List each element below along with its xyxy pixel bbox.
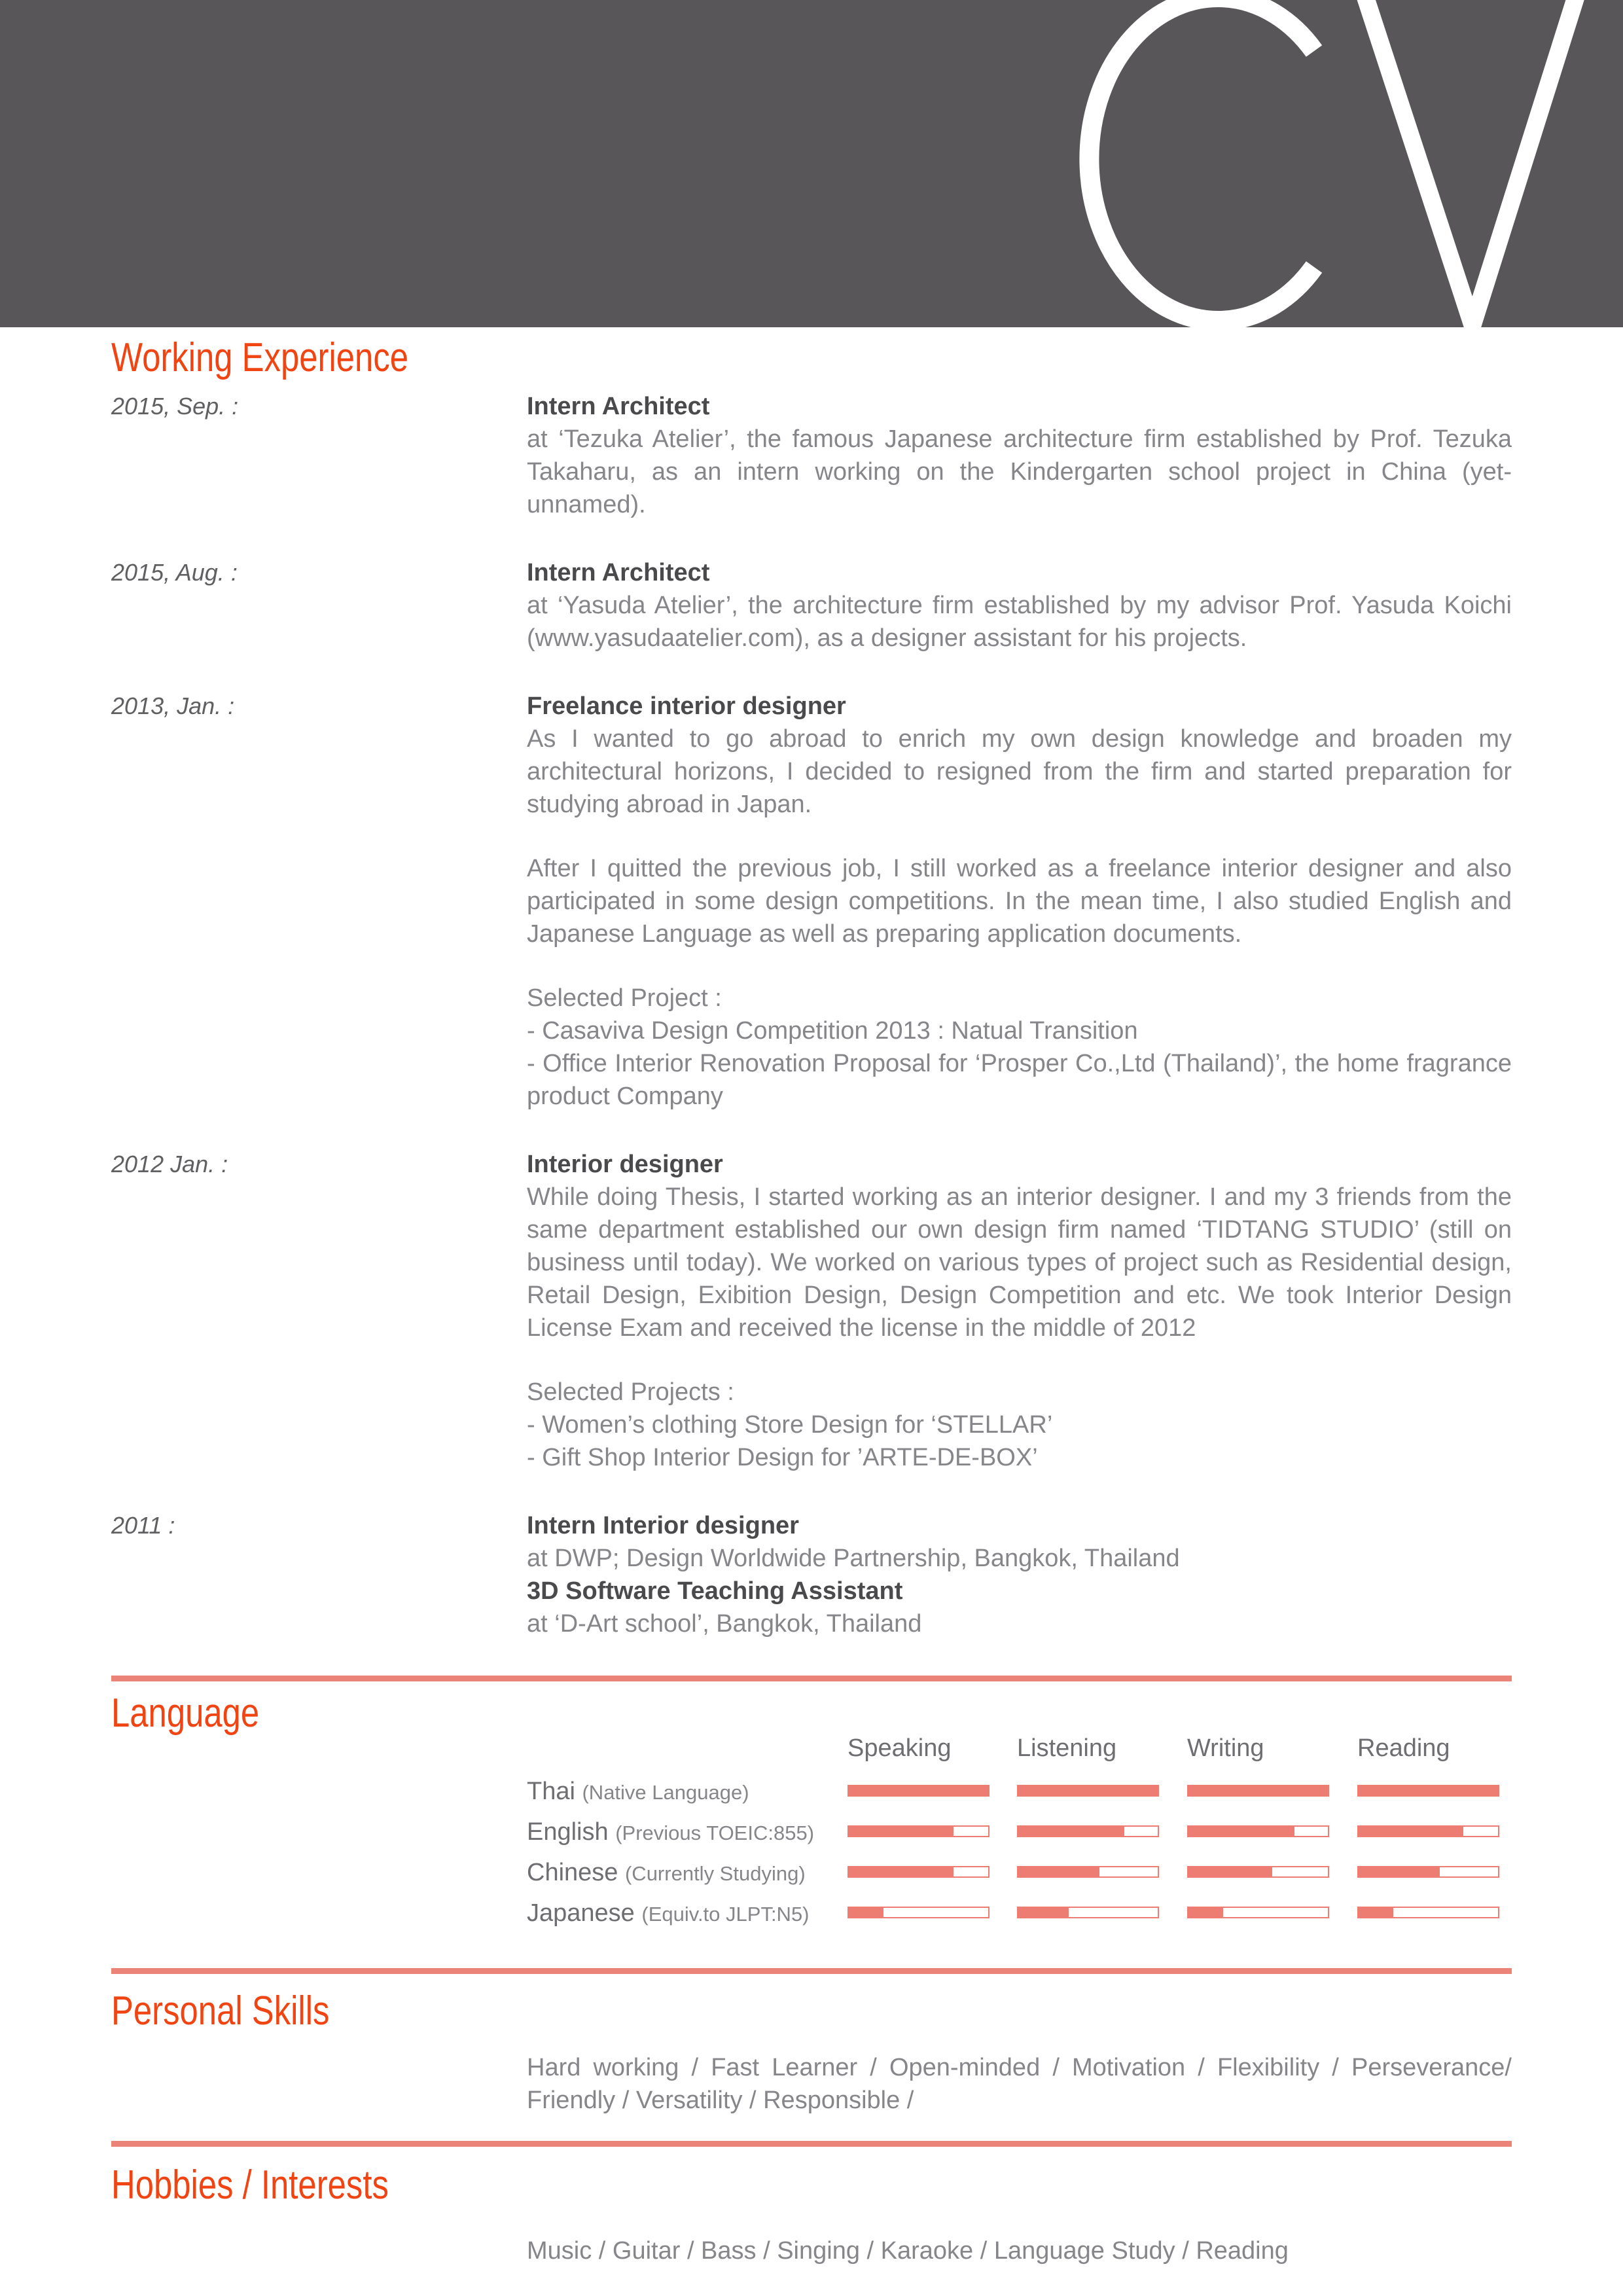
entry-date: 2013, Jan. :	[111, 692, 235, 719]
entry-paragraph	[527, 1148, 1512, 1344]
job-description: - Gift Shop Interior Design for ’ARTE-DE-BOX’	[527, 1444, 1038, 1471]
lang-name: Chinese	[527, 1859, 625, 1886]
lang-label	[527, 1777, 749, 1807]
section-title-hobbies: Hobbies / Interests	[111, 2162, 389, 2208]
skill-bar-fill	[1018, 1786, 1158, 1795]
lang-column-header: Reading	[1357, 1734, 1450, 1762]
job-title: Intern Architect	[527, 393, 710, 420]
section-divider	[111, 1968, 1512, 1974]
lang-name: Japanese	[527, 1899, 642, 1927]
lang-note: (Previous TOEIC:855)	[615, 1821, 815, 1844]
job-title: Interior designer	[527, 1151, 723, 1178]
header-band	[0, 0, 1623, 327]
job-description: - Office Interior Renovation Proposal for ‘Prosper Co.,Ltd (Thailand)’, the home fragrance product Company	[527, 1050, 1512, 1110]
job-description: at ‘D-Art school’, Bangkok, Thailand	[527, 1610, 922, 1638]
lang-note: (Equiv.to JLPT:N5)	[641, 1903, 810, 1926]
job-description: While doing Thesis, I started working as an interior designer. I and my 3 friends from the same department established our own design firm named ‘TIDTANG STUDIO’ (still on business until today). We worked on various types of project such as Residential design, Retail Design, Exibition Design, Design Competition and etc. We took Interior Design License Exam and received the license in the middle of 2012	[527, 1183, 1512, 1342]
job-description: - Casaviva Design Competition 2013 : Natual Transition	[527, 1017, 1138, 1045]
lang-name: Thai	[527, 1778, 582, 1805]
skill-bar	[847, 1825, 990, 1837]
lang-label	[527, 1818, 814, 1848]
lang-note: (Native Language)	[582, 1781, 749, 1804]
job-description: at DWP; Design Worldwide Partnership, Bangkok, Thailand	[527, 1545, 1180, 1572]
job-title: Intern Interior designer	[527, 1512, 799, 1539]
entry-date: 2015, Sep. :	[111, 393, 239, 420]
skill-bar-fill	[1359, 1908, 1393, 1917]
skill-bar	[1017, 1866, 1159, 1878]
skills-text: Hard working / Fast Learner / Open-minded / Motivation / Flexibility / Perseverance/ Friendly / Versatility / Responsible /	[527, 2054, 1512, 2114]
entry-content	[527, 690, 1512, 1113]
lang-label	[527, 1899, 810, 1929]
section-title-personal-skills: Personal Skills	[111, 1988, 330, 2034]
skill-bar	[1187, 1825, 1329, 1837]
lang-column-header: Writing	[1187, 1734, 1264, 1762]
skill-bar	[1017, 1907, 1159, 1918]
lang-name: English	[527, 1818, 616, 1846]
skill-bar	[1187, 1866, 1329, 1878]
skill-bar	[1017, 1825, 1159, 1837]
skill-bar	[1357, 1785, 1499, 1797]
skill-bar-fill	[1018, 1908, 1069, 1917]
skill-bar	[847, 1785, 990, 1797]
skill-bar	[1357, 1825, 1499, 1837]
job-description: at ‘Yasuda Atelier’, the architecture firm established by my advisor Prof. Yasuda Koichi (www.yasudaatelier.com), as a designer assistant for his projects.	[527, 592, 1512, 652]
cv-logo-letter-v	[1360, 0, 1581, 325]
skill-bar-fill	[849, 1786, 988, 1795]
job-description: at ‘Tezuka Atelier’, the famous Japanese architecture firm established by Prof. Tezuka Takaharu, as an intern working on the Kindergarten school project in China (yet-unnamed).	[527, 425, 1512, 518]
entry-paragraph	[527, 982, 1512, 1113]
cv-logo-letter-c	[1089, 0, 1314, 321]
job-description: Selected Project :	[527, 984, 722, 1012]
entry-content	[527, 390, 1512, 521]
entry-date: 2012 Jan. :	[111, 1151, 228, 1177]
skill-bar	[1017, 1785, 1159, 1797]
cv-body	[0, 335, 1623, 2267]
skill-bar-fill	[1018, 1827, 1124, 1836]
skill-bar-fill	[1018, 1867, 1099, 1876]
skill-bar	[1357, 1907, 1499, 1918]
skill-bar-fill	[849, 1908, 883, 1917]
lang-label	[527, 1858, 806, 1888]
skill-bar-fill	[1359, 1786, 1498, 1795]
skill-bar-fill	[1188, 1827, 1294, 1836]
entry-content	[527, 556, 1512, 655]
skill-bar-fill	[849, 1827, 954, 1836]
entry-paragraph	[527, 390, 1512, 521]
work-entry	[111, 690, 1512, 1113]
skill-bar	[1187, 1785, 1329, 1797]
job-title: 3D Software Teaching Assistant	[527, 1577, 903, 1605]
hobbies-text: Music / Guitar / Bass / Singing / Karaoke / Language Study / Reading	[527, 2237, 1289, 2265]
lang-column-header: Speaking	[847, 1734, 952, 1762]
work-entry	[111, 1509, 1512, 1640]
entry-paragraph	[527, 1509, 1512, 1640]
section-title-language: Language	[111, 1691, 260, 1736]
job-description: Selected Projects :	[527, 1378, 734, 1406]
lang-column-header: Listening	[1017, 1734, 1117, 1762]
entry-content	[527, 1148, 1512, 1474]
skill-bar-fill	[849, 1867, 954, 1876]
job-description: - Women’s clothing Store Design for ‘STELLAR’	[527, 1411, 1053, 1439]
lang-note: (Currently Studying)	[624, 1862, 806, 1885]
we-entries	[111, 390, 1512, 1640]
entry-paragraph	[527, 852, 1512, 950]
skill-bar	[1357, 1866, 1499, 1878]
entry-date: 2015, Aug. :	[111, 559, 238, 586]
entry-paragraph	[527, 1376, 1512, 1474]
entry-paragraph	[527, 690, 1512, 821]
job-title: Intern Architect	[527, 559, 710, 586]
section-divider	[111, 2141, 1512, 2147]
section-divider	[111, 1676, 1512, 1681]
entry-paragraph	[527, 556, 1512, 655]
skill-bar-fill	[1188, 1786, 1328, 1795]
work-entry	[111, 556, 1512, 655]
work-entry	[111, 1148, 1512, 1474]
job-description: As I wanted to go abroad to enrich my own design knowledge and broaden my architectural horizons, I decided to resigned from the firm and started preparation for studying abroad in Japan.	[527, 725, 1512, 818]
cv-logo	[0, 0, 1623, 327]
entry-content	[527, 1509, 1512, 1640]
skill-bar	[847, 1907, 990, 1918]
section-title-working-experience: Working Experience	[111, 335, 409, 380]
entry-date: 2011 :	[111, 1512, 175, 1539]
skill-bar	[847, 1866, 990, 1878]
skill-bar-fill	[1188, 1867, 1272, 1876]
job-title: Freelance interior designer	[527, 692, 846, 720]
language-section	[111, 1681, 1512, 1968]
skill-bar-fill	[1359, 1867, 1440, 1876]
work-entry	[111, 390, 1512, 521]
job-description: After I quitted the previous job, I still worked as a freelance interior designer and also participated in some design competitions. In the mean time, I also studied English and Japanese Language as well as preparing application documents.	[527, 855, 1512, 948]
skill-bar	[1187, 1907, 1329, 1918]
skill-bar-fill	[1188, 1908, 1223, 1917]
skill-bar-fill	[1359, 1827, 1463, 1836]
